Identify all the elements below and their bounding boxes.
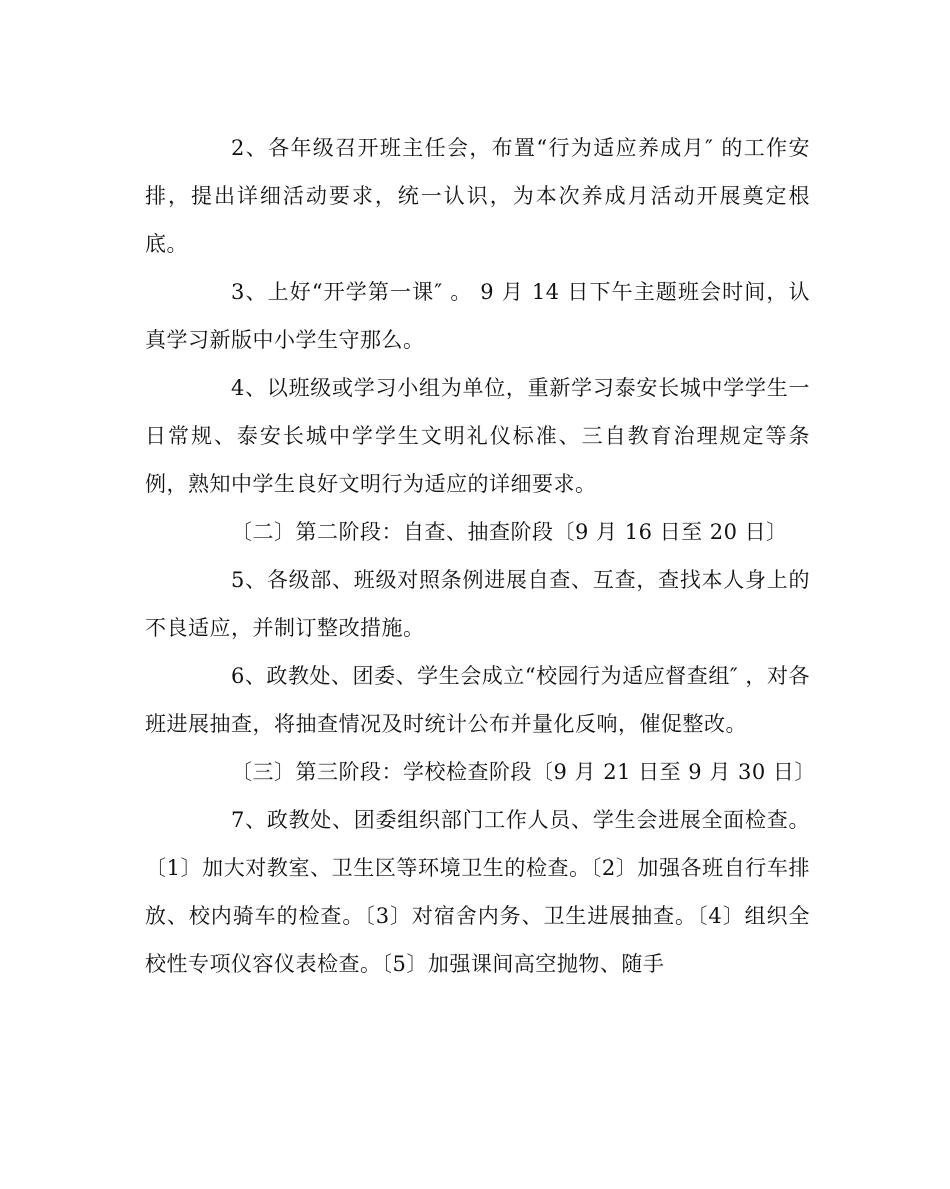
document-body	[145, 124, 816, 988]
section-heading-stage-2: 〔二〕第二阶段：自查、抽查阶段〔9 月 16 日至 20 日〕	[231, 520, 788, 544]
paragraph-item-2: 2、各年级召开班主任会，布置“行为适应养成月″ 的工作安排，提出详细活动要求，统一认识，为本次养成月活动开展奠定根底。	[145, 136, 810, 256]
paragraph-item-4: 4、以班级或学习小组为单位，重新学习泰安长城中学学生一日常规、泰安长城中学学生文明礼仪标准、三自教育治理规定等条例，熟知中学生良好文明行为适应的详细要求。	[145, 376, 810, 496]
paragraph-item-7: 7、政教处、团委组织部门工作人员、学生会进展全面检查。〔1〕加大对教室、卫生区等环境卫生的检查。〔2〕加强各班自行车排放、校内骑车的检查。〔3〕对宿舍内务、卫生进展抽查。〔4〕组织全校性专项仪容仪表检查。〔5〕加强课间高空抛物、随手	[145, 808, 810, 976]
paragraph-item-3: 3、上好“开学第一课″ 。 9 月 14 日下午主题班会时间，认真学习新版中小学生守那么。	[145, 280, 810, 352]
paragraph-item-5: 5、各级部、班级对照条例进展自查、互查，查找本人身上的不良适应，并制订整改措施。	[145, 568, 810, 640]
section-heading-stage-3: 〔三〕第三阶段：学校检查阶段〔9 月 21 日至 9 月 30 日〕	[231, 760, 816, 784]
paragraph-item-6: 6、政教处、团委、学生会成立“校园行为适应督查组″ ，对各班进展抽查，将抽查情况及时统计公布并量化反响，催促整改。	[145, 664, 810, 736]
